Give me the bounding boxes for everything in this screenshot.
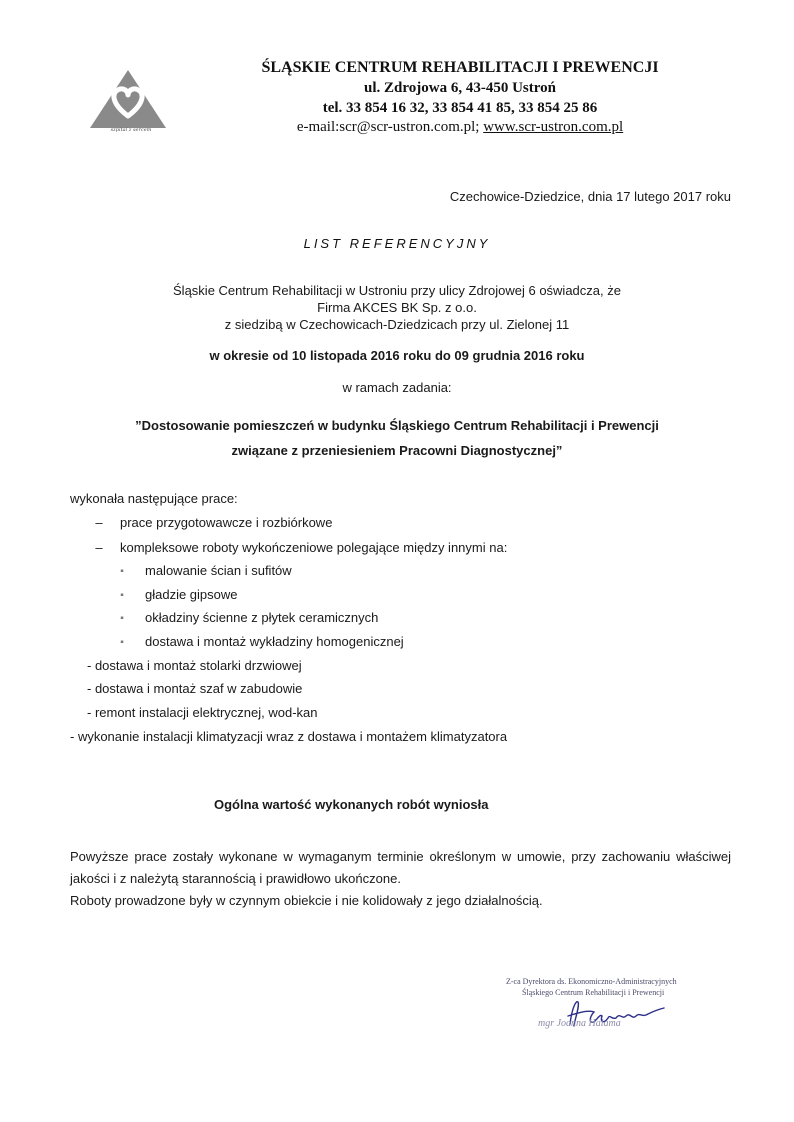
organization-phones: tel. 33 854 16 32, 33 854 41 85, 33 854 25 86 xyxy=(322,100,598,116)
list-item: - dostawa i montaż stolarki drzwiowej xyxy=(87,658,302,673)
signature-stamp-line-2: Śląskiego Centrum Rehabilitacji i Prewencji xyxy=(522,988,665,997)
list-item: - wykonanie instalacji klimatyzacji wraz z dostawa i montażem klimatyzatora xyxy=(70,729,508,744)
email-text: e-mail:scr@scr-ustron.com.pl; xyxy=(296,119,484,135)
dash-marker: – xyxy=(95,540,103,555)
task-name-line-1: ”Dostosowanie pomieszczeń w budynku Śląskiego Centrum Rehabilitacji i Prewencji xyxy=(135,418,659,433)
list-item: kompleksowe roboty wykończeniowe polegające między innymi na: xyxy=(120,540,508,555)
list-item: dostawa i montaż wykładziny homogenicznej xyxy=(145,634,404,649)
list-item: prace przygotowawcze i rozbiórkowe xyxy=(120,515,333,530)
work-period: w okresie od 10 listopada 2016 roku do 09 grudnia 2016 roku xyxy=(209,348,585,363)
task-intro: w ramach zadania: xyxy=(342,380,452,395)
list-item: okładziny ścienne z płytek ceramicznych xyxy=(145,610,379,625)
logo-caption: szpital z sercem xyxy=(110,127,152,133)
list-item: gładzie gipsowe xyxy=(145,587,238,602)
works-intro: wykonała następujące prace: xyxy=(70,491,238,506)
intro-line-2: Firma AKCES BK Sp. z o.o. xyxy=(317,300,477,315)
signatory-name: mgr Joanna Halama xyxy=(538,1018,621,1029)
date-line: Czechowice-Dziedzice, dnia 17 lutego 2017 roku xyxy=(449,189,731,204)
document-title: LIST REFERENCYJNY xyxy=(303,236,491,251)
signature-stamp-line-1: Z-ca Dyrektora ds. Ekonomiczno-Administracyjnych xyxy=(506,977,677,986)
organization-contact xyxy=(180,119,740,136)
heart-triangle-logo-icon xyxy=(88,66,168,146)
organization-name: ŚLĄSKIE CENTRUM REHABILITACJI I PREWENCJI xyxy=(261,59,659,76)
closing-paragraph-1: Powyższe prace zostały wykonane w wymaganym terminie określonym w umowie, przy zachowaniu właściwej jakości i z należytą starannością i prawidłowo ukończone. xyxy=(70,849,731,886)
organization-address: ul. Zdrojowa 6, 43-450 Ustroń xyxy=(364,80,556,96)
list-item: - dostawa i montaż szaf w zabudowie xyxy=(87,681,303,696)
closing-paragraph-2: Roboty prowadzone były w czynnym obiekcie i nie kolidowały z jego działalnością. xyxy=(70,893,543,908)
bullet-icon: ▪ xyxy=(120,566,124,577)
bullet-icon: ▪ xyxy=(120,637,124,648)
website-link[interactable]: www.scr-ustron.com.pl xyxy=(483,119,624,135)
list-item: malowanie ścian i sufitów xyxy=(145,563,292,578)
total-value-label: Ogólna wartość wykonanych robót wyniosła xyxy=(214,797,489,812)
list-item: - remont instalacji elektrycznej, wod-kan xyxy=(87,705,318,720)
intro-line-1: Śląskie Centrum Rehabilitacji w Ustroniu przy ulicy Zdrojowej 6 oświadcza, że xyxy=(173,283,621,298)
intro-line-3: z siedzibą w Czechowicach-Dziedzicach przy ul. Zielonej 11 xyxy=(224,317,570,332)
bullet-icon: ▪ xyxy=(120,613,124,624)
task-name-line-2: związane z przeniesieniem Pracowni Diagnostycznej” xyxy=(231,443,563,458)
bullet-icon: ▪ xyxy=(120,590,124,601)
dash-marker: – xyxy=(95,515,103,530)
